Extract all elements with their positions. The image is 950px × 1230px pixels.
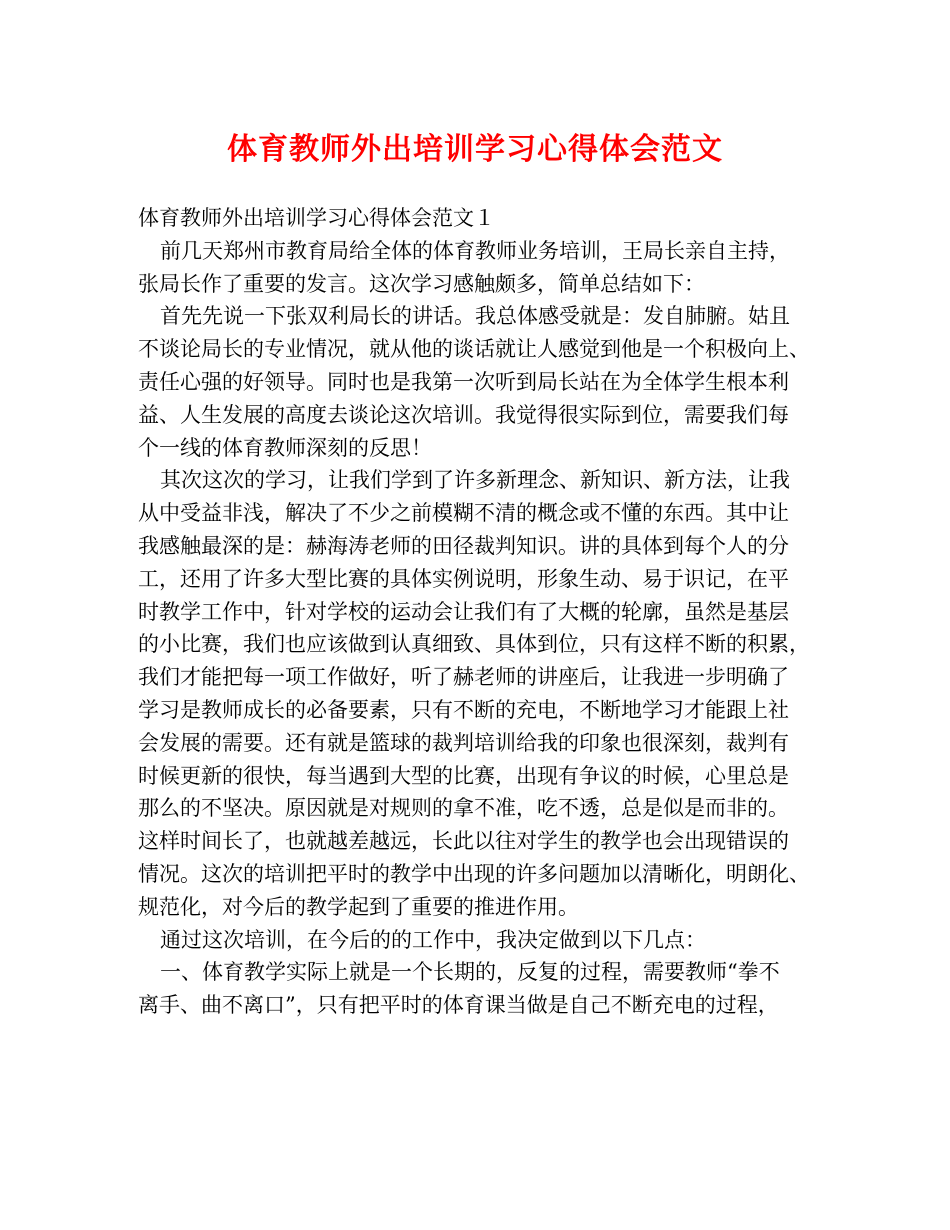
paragraph-line: 责任心强的好领导。同时也是我第一次听到局长站在为全体学生根本利 [138,369,789,394]
document-body [138,202,818,1022]
paragraph-line: 那么的不坚决。原因就是对规则的拿不准，吃不透，总是似是而非的。 [138,796,789,821]
paragraph-line: 工，还用了许多大型比赛的具体实例说明，形象生动、易于识记，在平 [138,566,789,591]
section-heading: 体育教师外出培训学习心得体会范文１ [138,206,495,230]
paragraph-line: 时教学工作中，针对学校的运动会让我们有了大概的轮廓，虽然是基层 [138,599,789,624]
paragraph-line: 的小比赛，我们也应该做到认真细致、具体到位，只有这样不断的积累， [138,632,810,657]
paragraph-line: 通过这次培训，在今后的的工作中，我决定做到以下几点： [160,927,706,952]
paragraph-line: 规范化，对今后的教学起到了重要的推进作用。 [138,894,579,919]
paragraph-line: 从中受益非浅，解决了不少之前模糊不清的概念或不懂的东西。其中让 [138,501,789,526]
paragraph-line: 个一线的体育教师深刻的反思！ [138,435,432,460]
document-title: 体育教师外出培训学习心得体会范文 [227,132,723,167]
paragraph-line: 张局长作了重要的发言。这次学习感触颇多，简单总结如下： [138,271,705,296]
paragraph-line: 这样时间长了，也就越差越远，长此以往对学生的教学也会出现错误的 [138,829,789,854]
paragraph-line: 我们才能把每一项工作做好，听了赫老师的讲座后，让我进一步明确了 [138,665,789,690]
paragraph-line: 我感触最深的是：赫海涛老师的田径裁判知识。讲的具体到每个人的分 [138,533,789,558]
paragraph-line: 其次这次的学习，让我们学到了许多新理念、新知识、新方法，让我 [160,468,790,493]
paragraph-line: 不谈论局长的专业情况，就从他的谈话就让人感觉到他是一个积极向上、 [138,337,810,362]
paragraph-line: 益、人生发展的高度去谈论这次培训。我觉得很实际到位，需要我们每 [138,402,789,427]
paragraph-line: 学习是教师成长的必备要素，只有不断的充电，不断地学习才能跟上社 [138,697,789,722]
paragraph-line: 会发展的需要。还有就是篮球的裁判培训给我的印象也很深刻，裁判有 [138,730,789,755]
paragraph-line: 一、体育教学实际上就是一个长期的，反复的过程，需要教师“拳不 [160,960,780,985]
paragraph-line: 前几天郑州市教育局给全体的体育教师业务培训，王局长亲自主持， [160,238,790,263]
paragraph-line: 时候更新的很快，每当遇到大型的比赛，出现有争议的时候，心里总是 [138,763,789,788]
paragraph-line: 首先先说一下张双利局长的讲话。我总体感受就是：发自肺腑。姑且 [160,304,790,329]
paragraph-line: 离手、曲不离口”，只有把平时的体育课当做是自己不断充电的过程， [138,993,779,1018]
paragraph-line: 情况。这次的培训把平时的教学中出现的许多问题加以清晰化，明朗化、 [138,861,810,886]
